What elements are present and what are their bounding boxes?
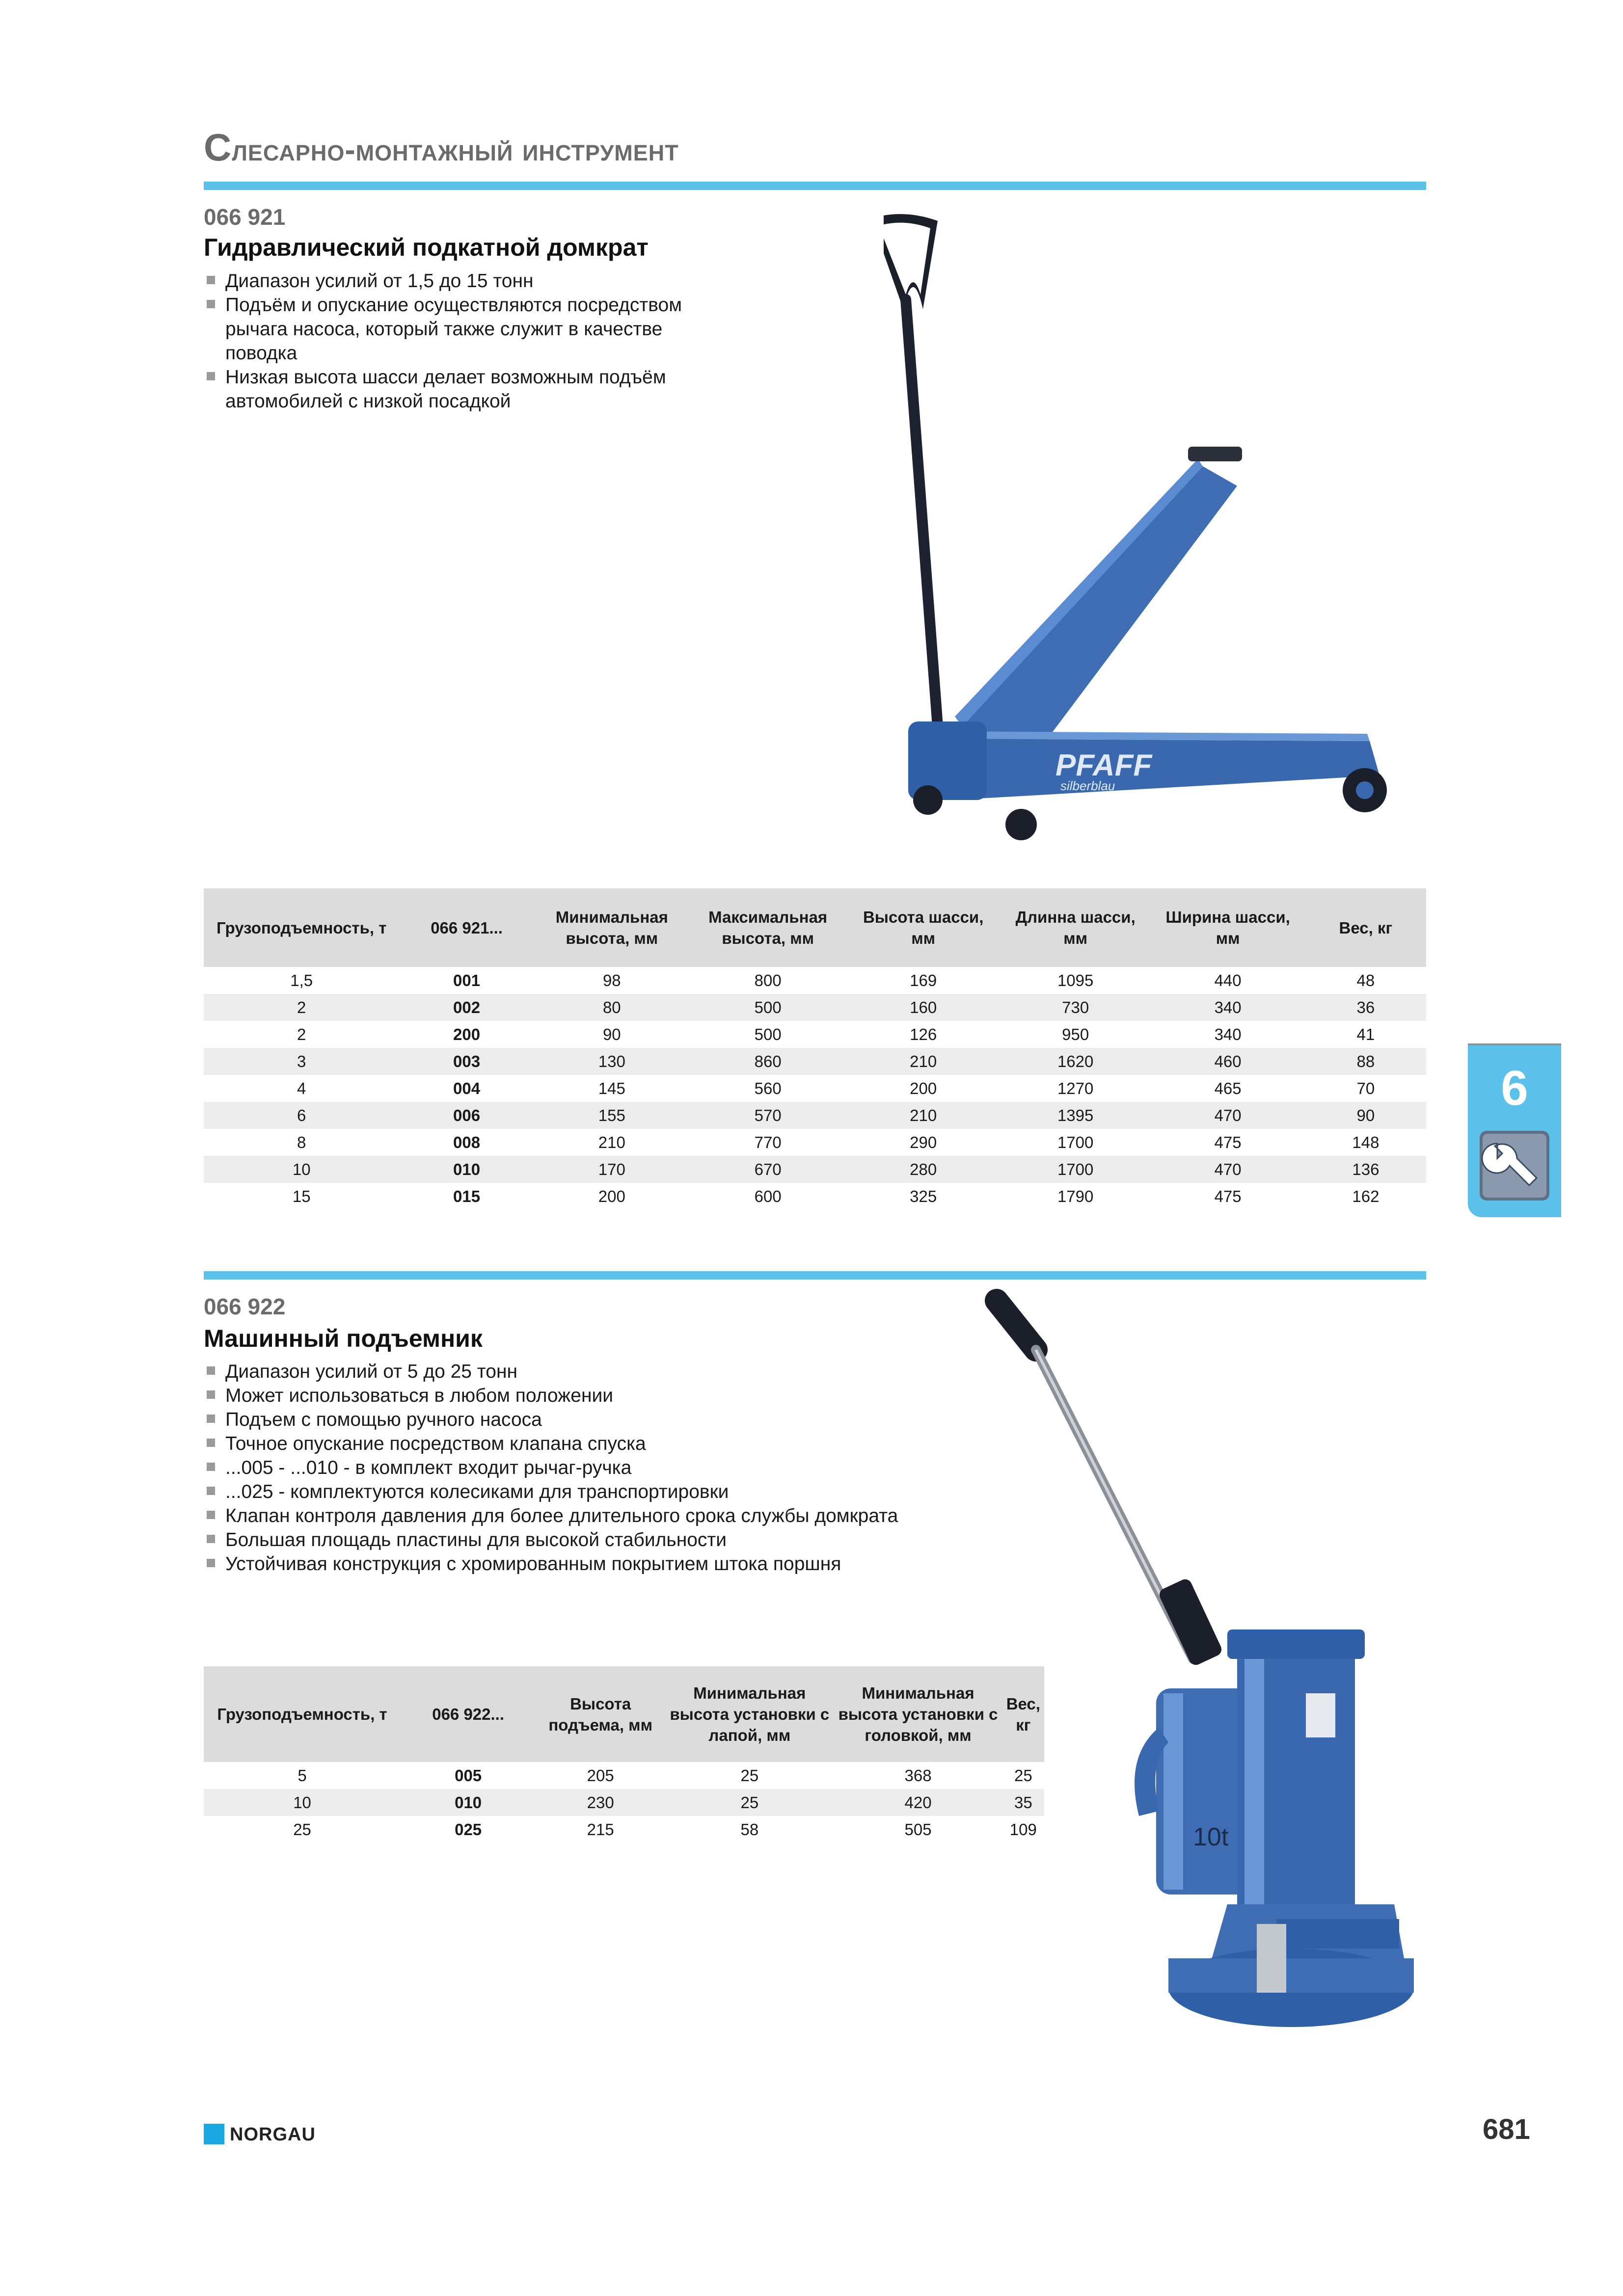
page-number: 681 bbox=[1483, 2113, 1530, 2145]
table-cell: 730 bbox=[1001, 994, 1150, 1021]
feature-item: ...025 - комплектуются колесиками для транспортировки bbox=[204, 1480, 989, 1504]
table-cell: 162 bbox=[1352, 1187, 1380, 1205]
table-cell: 440 bbox=[1214, 971, 1242, 989]
table-cell: 4 bbox=[297, 1079, 306, 1097]
table-cell: 210 bbox=[598, 1133, 625, 1151]
product2-title: Машинный подъемник bbox=[204, 1325, 483, 1352]
jack-brand-label: PFAFF bbox=[1055, 748, 1152, 782]
table-row bbox=[204, 1156, 1426, 1183]
table-cell: 465 bbox=[1214, 1079, 1242, 1097]
table-cell: 230 bbox=[536, 1789, 665, 1816]
table-cell: 005 bbox=[455, 1766, 482, 1785]
table-row bbox=[204, 1102, 1426, 1129]
table-cell: 950 bbox=[1062, 1025, 1089, 1043]
table-cell: 500 bbox=[690, 994, 846, 1021]
table-cell: 10 bbox=[204, 1789, 401, 1816]
table-cell: 155 bbox=[534, 1102, 690, 1129]
table-cell: 80 bbox=[534, 994, 690, 1021]
table-cell: 1270 bbox=[1057, 1079, 1094, 1097]
table-cell: 280 bbox=[846, 1156, 1001, 1183]
brand-name: NORGAU bbox=[230, 2124, 316, 2145]
table-header-cell: Грузоподъемность, т bbox=[204, 888, 399, 967]
table-cell: 210 bbox=[846, 1048, 1001, 1075]
table-cell: 25 bbox=[740, 1766, 759, 1785]
table-row bbox=[204, 967, 1426, 994]
brand-logo-square bbox=[204, 2124, 224, 2144]
table-cell: 340 bbox=[1150, 994, 1305, 1021]
table-cell: 008 bbox=[453, 1133, 481, 1151]
table-header-cell: 066 922... bbox=[401, 1666, 536, 1762]
table-cell: 800 bbox=[754, 971, 782, 989]
table-cell: 70 bbox=[1356, 1079, 1375, 1097]
product2-code: 066 922 bbox=[204, 1294, 286, 1319]
table-cell: 130 bbox=[534, 1048, 690, 1075]
product2-spec-table bbox=[204, 1666, 1044, 1843]
table-cell: 1700 bbox=[1057, 1133, 1094, 1151]
table-cell: 200 bbox=[453, 1025, 481, 1043]
table-cell: 505 bbox=[904, 1820, 932, 1839]
table-cell: 600 bbox=[754, 1187, 782, 1205]
table-cell: 770 bbox=[754, 1133, 782, 1151]
table-cell: 3 bbox=[204, 1048, 399, 1075]
page-title: Слесарно-монтажный инструмент bbox=[204, 126, 679, 169]
table-cell: 6 bbox=[204, 1102, 399, 1129]
table-cell: 1620 bbox=[1001, 1048, 1150, 1075]
table-cell: 010 bbox=[399, 1156, 534, 1183]
feature-item: Подъём и опускание осуществляются посредством рычага насоса, который также служит в качестве поводка bbox=[204, 293, 695, 365]
table-cell: 145 bbox=[598, 1079, 625, 1097]
table-cell: 25 bbox=[1014, 1766, 1032, 1785]
section-number: 6 bbox=[1501, 1061, 1528, 1116]
table-cell: 420 bbox=[834, 1789, 1002, 1816]
table-cell: 41 bbox=[1356, 1025, 1375, 1043]
table-cell: 2 bbox=[204, 994, 399, 1021]
table-row bbox=[204, 1816, 1044, 1843]
table-cell: 006 bbox=[399, 1102, 534, 1129]
feature-item: Точное опускание посредством клапана спуска bbox=[204, 1432, 989, 1456]
product1-code: 066 921 bbox=[204, 204, 286, 230]
table-cell: 25 bbox=[665, 1789, 834, 1816]
table-cell: 002 bbox=[399, 994, 534, 1021]
jack-brand-sub: silberblau bbox=[1060, 778, 1115, 793]
floor-jack-image bbox=[884, 211, 1414, 849]
table-cell: 1395 bbox=[1001, 1102, 1150, 1129]
product1-features bbox=[204, 269, 695, 413]
table-row bbox=[204, 1021, 1426, 1048]
feature-item: Подъем с помощью ручного насоса bbox=[204, 1408, 989, 1432]
table-cell: 570 bbox=[690, 1102, 846, 1129]
table-row bbox=[204, 1183, 1426, 1210]
table-cell: 025 bbox=[455, 1820, 482, 1839]
feature-item: Большая площадь пластины для высокой стабильности bbox=[204, 1528, 989, 1552]
feature-item: Может использоваться в любом положении bbox=[204, 1384, 989, 1408]
table-cell: 98 bbox=[602, 971, 621, 989]
feature-item: Клапан контроля давления для более длительного срока службы домкрата bbox=[204, 1504, 989, 1528]
table-header-cell: Высота подъема, мм bbox=[536, 1666, 665, 1762]
table-cell: 126 bbox=[910, 1025, 937, 1043]
table-header-cell: Вес, кг bbox=[1002, 1666, 1044, 1762]
table-row bbox=[204, 994, 1426, 1021]
table-cell: 475 bbox=[1214, 1133, 1242, 1151]
table-row bbox=[204, 1048, 1426, 1075]
table-cell: 470 bbox=[1150, 1102, 1305, 1129]
product1-spec-table bbox=[204, 888, 1426, 1210]
table-cell: 560 bbox=[754, 1079, 782, 1097]
table-header-cell: Максимальная высота, мм bbox=[690, 888, 846, 967]
table-header-cell: 066 921... bbox=[399, 888, 534, 967]
table-cell: 2 bbox=[297, 1025, 306, 1043]
table-cell: 136 bbox=[1305, 1156, 1426, 1183]
table-cell: 001 bbox=[453, 971, 481, 989]
wrench-icon bbox=[1478, 1129, 1551, 1202]
table-cell: 475 bbox=[1214, 1187, 1242, 1205]
table-cell: 1790 bbox=[1057, 1187, 1094, 1205]
table-cell: 325 bbox=[910, 1187, 937, 1205]
table-cell: 470 bbox=[1150, 1156, 1305, 1183]
table-header-cell: Минимальная высота установки с головкой, мм bbox=[834, 1666, 1002, 1762]
table-row bbox=[204, 1762, 1044, 1789]
table-row bbox=[204, 1075, 1426, 1102]
table-cell: 500 bbox=[754, 1025, 782, 1043]
table-cell: 5 bbox=[298, 1766, 307, 1785]
table-header-cell: Минимальная высота установки с лапой, мм bbox=[665, 1666, 834, 1762]
table-cell: 169 bbox=[910, 971, 937, 989]
table-cell: 90 bbox=[602, 1025, 621, 1043]
table-cell: 48 bbox=[1356, 971, 1375, 989]
feature-item: ...005 - ...010 - в комплект входит рычаг-ручка bbox=[204, 1456, 989, 1480]
table-cell: 10 bbox=[204, 1156, 399, 1183]
table-cell: 148 bbox=[1352, 1133, 1380, 1151]
lifter-capacity-label: 10t bbox=[1193, 1823, 1229, 1851]
table-header-cell: Длинна шасси, мм bbox=[1001, 888, 1150, 967]
table-cell: 670 bbox=[690, 1156, 846, 1183]
product1-title: Гидравлический подкатной домкрат bbox=[204, 234, 649, 261]
table-cell: 160 bbox=[846, 994, 1001, 1021]
table-cell: 15 bbox=[292, 1187, 311, 1205]
table-cell: 200 bbox=[910, 1079, 937, 1097]
table-cell: 290 bbox=[910, 1133, 937, 1151]
table-cell: 1700 bbox=[1001, 1156, 1150, 1183]
table-header-cell: Ширина шасси, мм bbox=[1150, 888, 1305, 967]
table-cell: 1095 bbox=[1057, 971, 1094, 989]
table-header-cell: Минимальная высота, мм bbox=[534, 888, 690, 967]
table-cell: 25 bbox=[293, 1820, 311, 1839]
table-cell: 35 bbox=[1002, 1789, 1044, 1816]
table-cell: 88 bbox=[1305, 1048, 1426, 1075]
product2-features bbox=[204, 1360, 989, 1576]
table-cell: 368 bbox=[904, 1766, 932, 1785]
table-cell: 8 bbox=[297, 1133, 306, 1151]
table-header-cell: Высота шасси, мм bbox=[846, 888, 1001, 967]
table-cell: 36 bbox=[1305, 994, 1426, 1021]
table-cell: 200 bbox=[598, 1187, 625, 1205]
table-cell: 58 bbox=[740, 1820, 759, 1839]
table-header-cell: Вес, кг bbox=[1305, 888, 1426, 967]
table-header-cell: Грузоподъемность, т bbox=[204, 1666, 401, 1762]
table-cell: 860 bbox=[690, 1048, 846, 1075]
table-cell: 340 bbox=[1214, 1025, 1242, 1043]
feature-item: Диапазон усилий от 5 до 25 тонн bbox=[204, 1360, 989, 1384]
table-cell: 015 bbox=[453, 1187, 481, 1205]
table-cell: 003 bbox=[399, 1048, 534, 1075]
table-row bbox=[204, 1789, 1044, 1816]
table-cell: 205 bbox=[587, 1766, 614, 1785]
table-cell: 170 bbox=[534, 1156, 690, 1183]
feature-item: Диапазон усилий от 1,5 до 15 тонн bbox=[204, 269, 695, 293]
table-row bbox=[204, 1129, 1426, 1156]
table-cell: 460 bbox=[1150, 1048, 1305, 1075]
table-cell: 010 bbox=[401, 1789, 536, 1816]
table-cell: 1,5 bbox=[290, 971, 313, 989]
table-cell: 90 bbox=[1305, 1102, 1426, 1129]
table-cell: 109 bbox=[1009, 1820, 1037, 1839]
table-cell: 004 bbox=[453, 1079, 481, 1097]
feature-item: Устойчивая конструкция с хромированным покрытием штока поршня bbox=[204, 1552, 989, 1576]
section-divider bbox=[204, 1271, 1426, 1280]
table-cell: 210 bbox=[846, 1102, 1001, 1129]
feature-item: Низкая высота шасси делает возможным подъём автомобилей с низкой посадкой bbox=[204, 365, 695, 413]
table-cell: 215 bbox=[587, 1820, 614, 1839]
header-rule bbox=[204, 182, 1426, 190]
